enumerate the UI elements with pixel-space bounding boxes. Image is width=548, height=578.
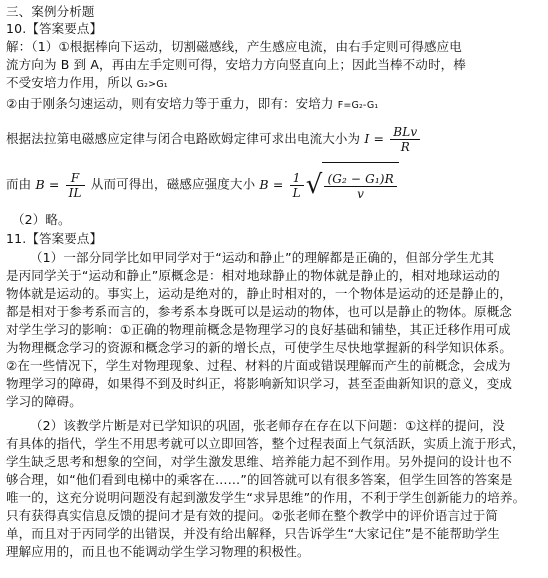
q11-p1-line: 物体就是运动的。事实上，运动是绝对的，静止时相对的，一个物体是运动的还是静止的， bbox=[6, 286, 513, 301]
b-fraction bbox=[66, 171, 85, 200]
b-radicand-numerator: (G₂ − G₁)R bbox=[324, 172, 396, 187]
q11-p2-line: 只有获得真实信息反馈的提问才是有效的提问。②张老师在整个教学中的评价语言过于简 bbox=[6, 508, 499, 523]
b-coef-numerator: 1 bbox=[290, 171, 304, 186]
q11-p2-line: 唯一的，这充分说明问题没有起到激发学生“求异思维”的作用，不利于学生创新能力的培养。 bbox=[6, 490, 526, 505]
b-result-formula: B = $\frac{1}{L}$ √ $\frac{\text{(G₂ − G₁)R}}{v}$ bbox=[259, 177, 398, 192]
q11-p2-line: 单，而且对于丙同学的出错误，并没有给出解释，只告诉学生“大家记住”是不能帮助学生 bbox=[6, 526, 500, 541]
q10-line-4 bbox=[6, 96, 544, 114]
q10-inequality: G₂>G₁ bbox=[136, 79, 168, 90]
q11-p1-line: 学习的障碍。 bbox=[6, 394, 82, 409]
q11-p2-line: 有具体的指代，学生不用思考就可以立即回答，整个过程表面上气氛活跃，实质上流于形式， bbox=[6, 436, 525, 451]
sqrt-radical bbox=[306, 162, 399, 206]
current-numerator: BLv bbox=[390, 125, 420, 140]
b-radicand-fraction bbox=[324, 172, 396, 201]
q11-header: 11.【答案要点】 bbox=[6, 231, 103, 246]
q10-line-6 bbox=[6, 162, 544, 206]
q11-p1-line: ②在一些情况下，学生对物理现象、过程、材料的片面或错误理解而产生的前概念，会成为 bbox=[6, 358, 511, 373]
q11-p1-line: 都是相对于参考系而言的，参考系本身既可以是运动的物体，也可以是静止的物体。原概念 bbox=[6, 304, 513, 319]
q11-p1-line: 对学生学习的影响：①正确的物理前概念是物理学习的良好基础和铺垫，其正迁移作用可成 bbox=[6, 322, 511, 337]
b-coef-denominator: L bbox=[292, 185, 301, 200]
q11-p2-line: 理解应用的，而且也不能调动学生学习物理的积极性。 bbox=[6, 544, 310, 559]
b-result-symbol: B bbox=[259, 176, 269, 192]
q10-part-2: （2）略。 bbox=[12, 212, 71, 227]
q11-p2-line: 学生缺乏思考和想象的空间，对学生激发思维、培养能力起不到作用。另外提问的设计也不 bbox=[6, 454, 513, 469]
sqrt-body bbox=[322, 162, 398, 206]
b-definition-formula: B = $\frac{F}{IL}$ bbox=[35, 177, 90, 192]
current-formula: I = $\frac{\text{BLv}}{R}$ bbox=[364, 131, 422, 146]
current-fraction bbox=[390, 125, 420, 154]
q11-p1-line: 是丙同学关于“运动和静止”原概念是：相对地球静止的物体就是静止的，相对地球运动的 bbox=[6, 268, 500, 283]
q10-line-3 bbox=[6, 75, 544, 93]
q10-line-6-text-b: 从而可得出，磁感应强度大小 bbox=[90, 176, 256, 192]
q10-force-eq: F=G₂-G₁ bbox=[337, 100, 379, 111]
q10-line-2: 流方向为 B 到 A，再由左手定则可得，安培力方向竖直向上；因此当棒不动时，棒 bbox=[6, 57, 466, 72]
q10-line-1: 解：（1）①根据棒向下运动，切割磁感线，产生感应电流，由右手定则可得感应电 bbox=[6, 39, 462, 54]
q10-line-4-text: ②由于刚条匀速运动，则有安培力等于重力，即有：安培力 bbox=[6, 96, 338, 111]
q11-p1-line: 物理学习的障碍，如果得不到及时纠正，将影响新知识学习，甚至歪曲新知识的意义，变成 bbox=[6, 376, 513, 391]
q11-p1-line: 为物理概念学习的资源和概念学习的新的增长点，可使学生尽快地掌握新的科学知识体系。 bbox=[6, 340, 513, 355]
b-radicand-denominator: v bbox=[357, 187, 365, 201]
q10-header: 10.【答案要点】 bbox=[6, 21, 103, 36]
q10-line-6-text-a: 而由 bbox=[6, 176, 32, 192]
b-symbol: B bbox=[35, 176, 45, 192]
q10-line-5 bbox=[6, 120, 544, 158]
b-numerator: F bbox=[66, 171, 85, 186]
sqrt-sign: √ bbox=[305, 170, 323, 200]
q10-line-3-text: 不受安培力作用，所以 bbox=[6, 75, 137, 90]
current-denominator: R bbox=[400, 140, 410, 154]
q10-line-5-text: 根据法拉第电磁感应定律与闭合电路欧姆定律可求出电流大小为 bbox=[6, 131, 361, 146]
current-symbol: I bbox=[364, 131, 370, 146]
b-coef-fraction bbox=[290, 171, 304, 200]
q11-p2-line: 够合理，如“他们看到电梯中的乘客在……”的回答就可以有很多答案，但学生回答的答案是 bbox=[6, 472, 513, 487]
section-title: 三、案例分析题 bbox=[6, 4, 95, 19]
b-denominator: IL bbox=[68, 185, 82, 200]
q11-p1-line: （1）一部分同学比如甲同学对于“运动和静止”的理解都是正确的，但部分学生尤其 bbox=[30, 250, 495, 265]
q11-p2-line: （2）该教学片断是对已学知识的巩固，张老师存在存在以下问题：①这样的提问，没 bbox=[30, 418, 505, 433]
